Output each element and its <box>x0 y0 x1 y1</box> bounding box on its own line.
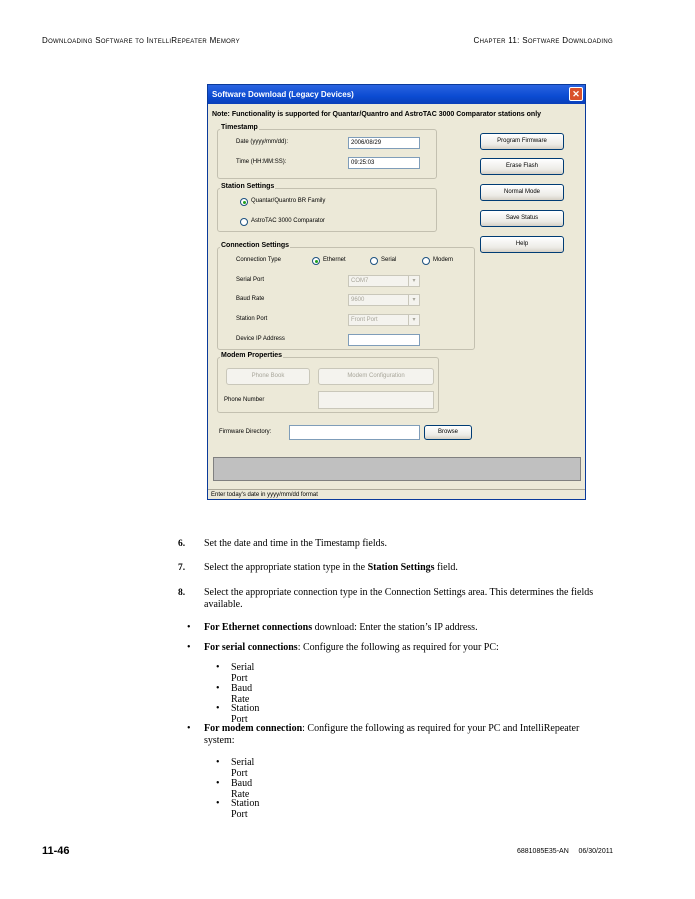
step-number: 7. <box>178 563 186 573</box>
modem-label: Modem <box>433 257 454 263</box>
bullet-mark: • <box>187 642 191 653</box>
step-text: Select the appropriate connection type in the Connection Settings area. This determines the fields available. <box>204 587 594 610</box>
baud-rate-select[interactable] <box>348 294 420 306</box>
firmware-directory-input[interactable] <box>289 425 420 440</box>
station-port-value: Front Port <box>351 317 378 323</box>
step-number: 8. <box>178 588 186 598</box>
chevron-down-icon: ▾ <box>408 295 419 305</box>
bullet-mark: • <box>187 622 191 633</box>
modem-configuration-button[interactable]: Modem Configuration <box>318 368 434 385</box>
time-label: Time (HH:MM:SS): <box>236 159 287 165</box>
serial-radio[interactable] <box>370 257 378 265</box>
running-header-left: Downloading Software to IntelliRepeater Memory <box>42 36 240 45</box>
device-ip-label: Device IP Address <box>236 336 285 342</box>
connection-type-label: Connection Type <box>236 257 281 263</box>
chevron-down-icon: ▾ <box>408 315 419 325</box>
device-ip-input[interactable] <box>348 334 420 346</box>
help-button[interactable]: Help <box>480 236 564 253</box>
date-input[interactable]: 2006/08/29 <box>348 137 420 149</box>
erase-flash-button[interactable]: Erase Flash <box>480 158 564 175</box>
save-status-button[interactable]: Save Status <box>480 210 564 227</box>
modem-properties-title: Modem Properties <box>221 352 283 359</box>
dialog-titlebar <box>208 85 585 104</box>
browse-button[interactable]: Browse <box>424 425 472 440</box>
station-settings-title: Station Settings <box>221 183 275 190</box>
ethernet-radio[interactable] <box>312 257 320 265</box>
step-text: Set the date and time in the Timestamp fields. <box>204 538 388 549</box>
station-port-select[interactable] <box>348 314 420 326</box>
astrotac-label: AstroTAC 3000 Comparator <box>251 218 325 224</box>
status-panel <box>213 457 581 481</box>
step-text: Select the appropriate station type in the Station Settings field. <box>204 562 458 573</box>
station-settings-group <box>217 183 437 232</box>
bullet-mark: • <box>187 723 191 734</box>
firmware-directory-label: Firmware Directory: <box>219 429 272 435</box>
quantar-label: Quantar/Quantro BR Family <box>251 198 326 204</box>
status-bar: Enter today's date in yyyy/mm/dd format <box>208 489 585 499</box>
ethernet-label: Ethernet <box>323 257 346 263</box>
phone-number-input[interactable] <box>318 391 434 409</box>
program-firmware-button[interactable]: Program Firmware <box>480 133 564 150</box>
quantar-radio[interactable] <box>240 198 248 206</box>
chevron-down-icon: ▾ <box>408 276 419 286</box>
date-label: Date (yyyy/mm/dd): <box>236 139 289 145</box>
serial-label: Serial <box>381 257 397 263</box>
running-header-right: Chapter 11: Software Downloading <box>473 36 613 45</box>
connection-settings-group <box>217 242 475 350</box>
modem-radio[interactable] <box>422 257 430 265</box>
serial-port-select[interactable] <box>348 275 420 287</box>
bullet-text: For Ethernet connections download: Enter the station’s IP address. <box>204 622 478 633</box>
modem-properties-group <box>217 352 439 413</box>
page-number: 11-46 <box>42 845 70 857</box>
doc-number-date: 6881085E35-AN 06/30/2011 <box>516 848 613 855</box>
baud-rate-label: Baud Rate <box>236 296 265 302</box>
station-port-label: Station Port <box>236 316 268 322</box>
timestamp-group <box>217 124 437 179</box>
serial-port-value: COM7 <box>351 278 369 284</box>
astrotac-radio[interactable] <box>240 218 248 226</box>
dialog-title: Software Download (Legacy Devices) <box>212 90 354 99</box>
timestamp-title: Timestamp <box>221 124 258 131</box>
normal-mode-button[interactable]: Normal Mode <box>480 184 564 201</box>
bullet-text: For serial connections: Configure the following as required for your PC: <box>204 642 499 653</box>
baud-rate-value: 9600 <box>351 297 365 303</box>
step-number: 6. <box>178 539 186 549</box>
connection-settings-title: Connection Settings <box>221 242 290 249</box>
software-download-dialog <box>207 84 586 500</box>
time-input[interactable]: 09:25:03 <box>348 157 420 169</box>
close-icon[interactable]: ✕ <box>569 87 583 101</box>
phone-number-label: Phone Number <box>224 397 265 403</box>
dialog-note: Note: Functionality is supported for Quantar/Quantro and AstroTAC 3000 Comparator stations only <box>212 111 542 118</box>
serial-port-label: Serial Port <box>236 277 265 283</box>
bullet-text: For modem connection: Configure the following as required for your PC and IntelliRepeater system: <box>204 723 580 746</box>
phone-book-button[interactable]: Phone Book <box>226 368 310 385</box>
